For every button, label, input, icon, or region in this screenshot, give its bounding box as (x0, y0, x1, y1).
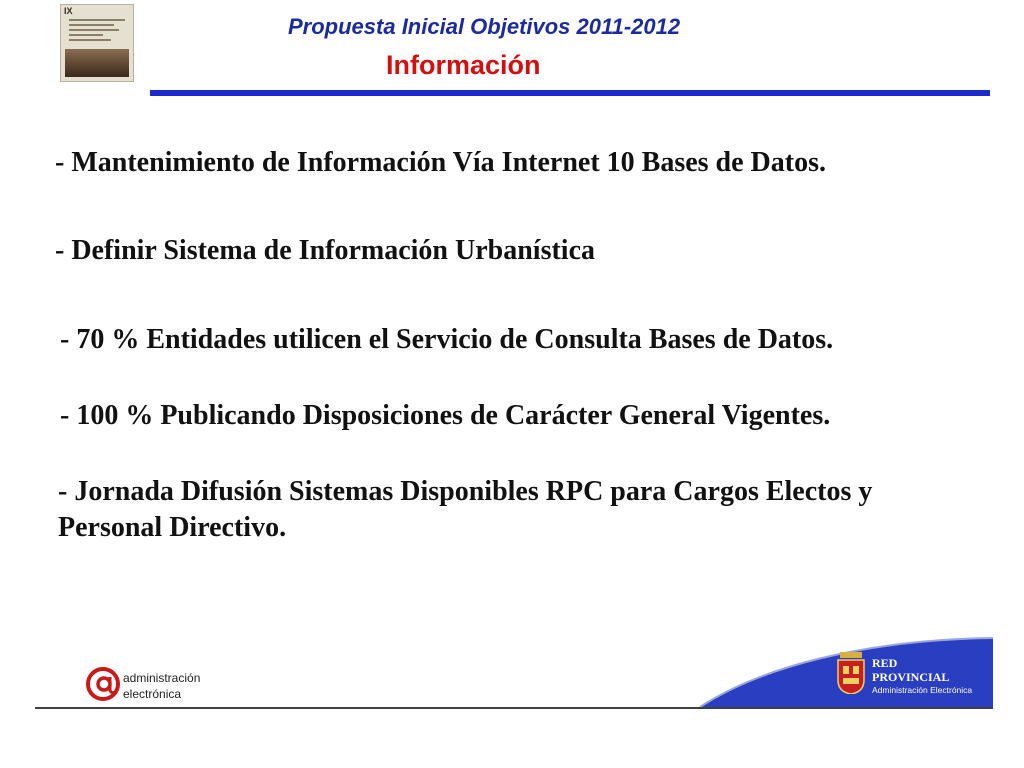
objective-item-1: - Mantenimiento de Información Vía Internet 10 Bases de Datos. (55, 147, 826, 178)
coat-of-arms-icon (836, 652, 866, 694)
objective-item-3: - 70 % Entidades utilicen el Servicio de Consulta Bases de Datos. (60, 324, 834, 355)
at-sign-icon (85, 663, 121, 703)
red-provincial-line2: PROVINCIAL (872, 670, 950, 684)
objective-item-5: - Jornada Difusión Sistemas Disponibles RPC para Cargos Electos y Personal Directivo. (58, 476, 873, 543)
logo-text-line1: administración (123, 671, 201, 685)
objective-item-4: - 100 % Publicando Disposiciones de Carácter General Vigentes. (60, 400, 831, 431)
thumbnail-numeral: IX (64, 6, 73, 16)
red-provincial-line3: Administración Electrónica (872, 685, 973, 695)
slide-title: Propuesta Inicial Objetivos 2011-2012 (288, 14, 681, 39)
logo-text-line2: electrónica (123, 687, 182, 701)
slide-subtitle: Información (386, 50, 541, 80)
footer-rule (35, 707, 993, 709)
objective-item-2: - Definir Sistema de Información Urbanística (55, 235, 595, 266)
red-provincial-line1: RED (872, 656, 898, 670)
administracion-electronica-logo (85, 663, 215, 707)
